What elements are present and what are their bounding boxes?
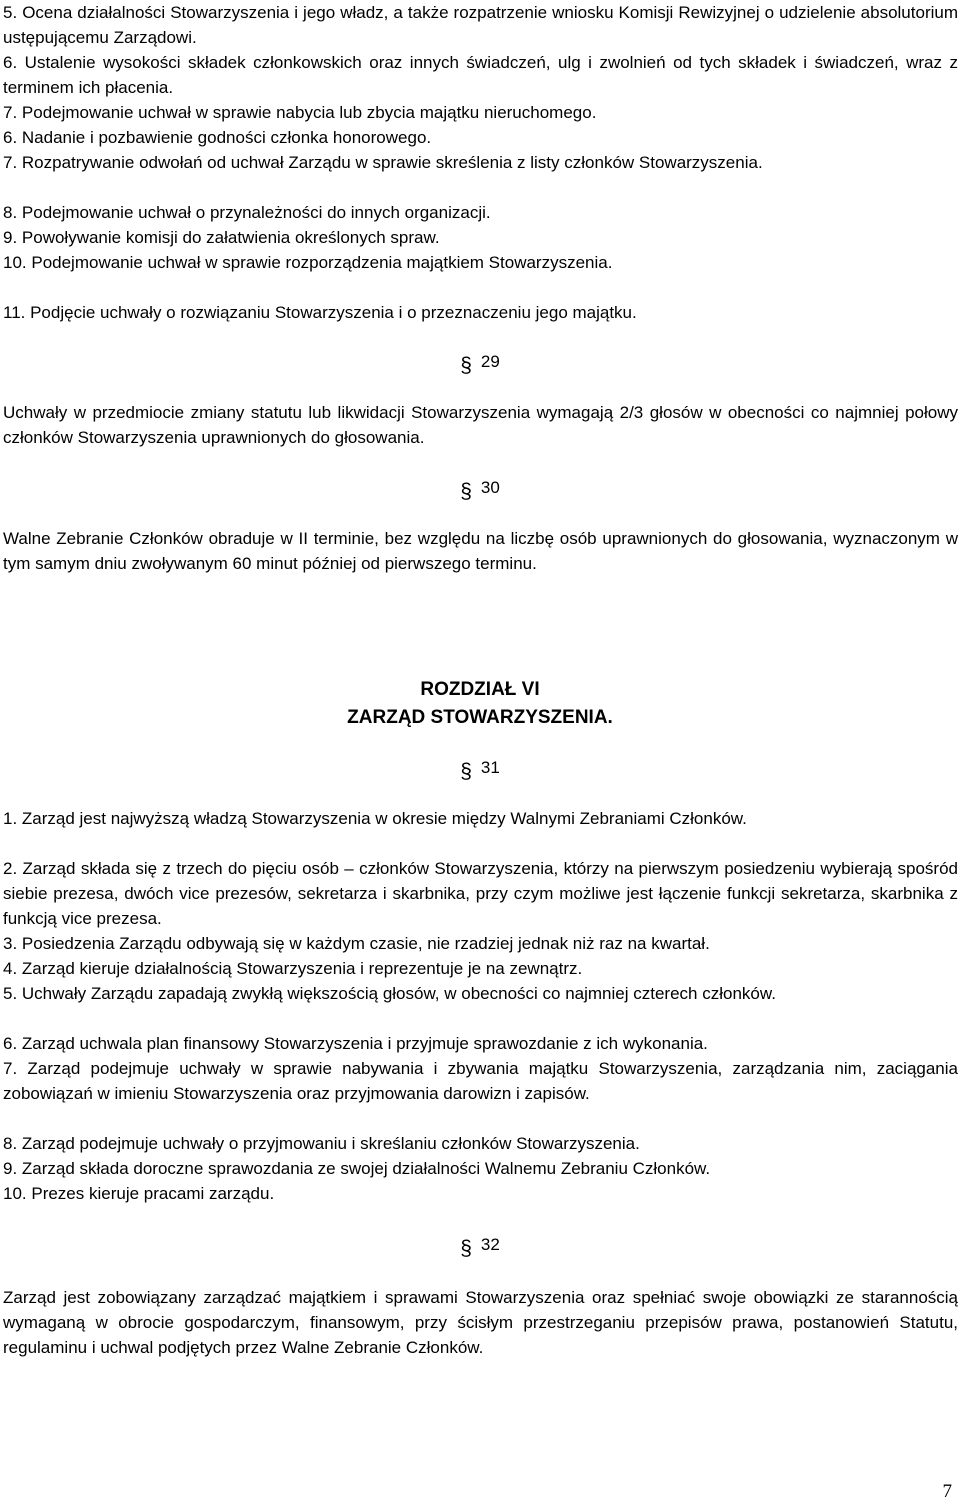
list-item: 6. Nadanie i pozbawienie godności członka honorowego. <box>3 128 432 147</box>
section-heading-31 <box>0 756 960 783</box>
list-item: 1. Zarząd jest najwyższą władzą Stowarzyszenia w okresie między Walnymi Zebraniami Członków. <box>3 809 747 828</box>
section-number: 30 <box>480 478 500 497</box>
section-sign: § <box>460 1237 472 1260</box>
list-item: 7. Podejmowanie uchwał w sprawie nabycia lub zbycia majątku nieruchomego. <box>3 103 597 122</box>
list-item: 6. Ustalenie wysokości składek członkowskich oraz innych świadczeń, ulg i zwolnień od tych składek i świadczeń, wraz z terminem ich płacenia. <box>3 53 958 97</box>
section-heading-29 <box>0 350 960 377</box>
section-number: 31 <box>480 758 500 777</box>
section-29-text: Uchwały w przedmiocie zmiany statutu lub likwidacji Stowarzyszenia wymagają 2/3 głosów w obecności co najmniej połowy członków Stowarzyszenia uprawnionych do głosowania. <box>3 403 958 447</box>
list-item: 11. Podjęcie uchwały o rozwiązaniu Stowarzyszenia i o przeznaczeniu jego majątku. <box>3 303 637 322</box>
list-item: 10. Prezes kieruje pracami zarządu. <box>3 1184 275 1203</box>
section-number: 32 <box>480 1235 500 1254</box>
section-32-text: Zarząd jest zobowiązany zarządzać majątkiem i sprawami Stowarzyszenia oraz spełniać swoje obowiązki ze starannością wymaganą w obrocie gospodarczym, finansowym, przy ścisłym przestrzeganiu przepisów prawa, postanowień Statutu, regulaminu i uchwal podjętych przez Walne Zebranie Członków. <box>3 1288 958 1357</box>
chapter-subtitle: ZARZĄD STOWARZYSZENIA. <box>347 707 613 728</box>
list-item: 8. Podejmowanie uchwał o przynależności do innych organizacji. <box>3 203 491 222</box>
list-item: 7. Rozpatrywanie odwołań od uchwał Zarządu w sprawie skreślenia z listy członków Stowarzyszenia. <box>3 153 763 172</box>
list-item: 5. Uchwały Zarządu zapadają zwykłą większością głosów, w obecności co najmniej czterech członków. <box>3 984 776 1003</box>
list-item: 5. Ocena działalności Stowarzyszenia i jego władz, a także rozpatrzenie wniosku Komisji Rewizyjnej o udzielenie absolutorium ustępującemu Zarządowi. <box>3 3 958 47</box>
page-number: 7 <box>942 1481 952 1502</box>
section-number: 29 <box>480 352 500 371</box>
list-item: 6. Zarząd uchwala plan finansowy Stowarzyszenia i przyjmuje sprawozdanie z ich wykonania. <box>3 1034 708 1053</box>
list-item: 8. Zarząd podejmuje uchwały o przyjmowaniu i skreślaniu członków Stowarzyszenia. <box>3 1134 640 1153</box>
list-item: 4. Zarząd kieruje działalnością Stowarzyszenia i reprezentuje je na zewnątrz. <box>3 959 583 978</box>
list-item: 9. Zarząd składa doroczne sprawozdania ze swojej działalności Walnemu Zebraniu Członków. <box>3 1159 711 1178</box>
list-item: 3. Posiedzenia Zarządu odbywają się w każdym czasie, nie rzadziej jednak niż raz na kwartał. <box>3 934 710 953</box>
section-sign: § <box>460 760 472 783</box>
list-item: 9. Powoływanie komisji do załatwienia określonych spraw. <box>3 228 440 247</box>
section-sign: § <box>460 354 472 377</box>
list-item: 7. Zarząd podejmuje uchwały w sprawie nabywania i zbywania majątku Stowarzyszenia, zarządzania nim, zaciągania zobowiązań w imieniu Stowarzyszenia oraz przyjmowania darowizn i zapisów. <box>3 1059 958 1103</box>
section-heading-32 <box>0 1233 960 1260</box>
section-sign: § <box>460 480 472 503</box>
list-item: 2. Zarząd składa się z trzech do pięciu osób – członków Stowarzyszenia, którzy na pierwszym posiedzeniu wybierają spośród siebie prezesa, dwóch vice prezesów, sekretarza i skarbnika, przy czym możliwe jest łączenie funkcji sekretarza, skarbnika z funkcją vice prezesa. <box>3 859 958 928</box>
list-item: 10. Podejmowanie uchwał w sprawie rozporządzenia majątkiem Stowarzyszenia. <box>3 253 613 272</box>
chapter-title: ROZDZIAŁ VI <box>420 679 540 700</box>
section-heading-30 <box>0 476 960 503</box>
section-30-text: Walne Zebranie Członków obraduje w II terminie, bez względu na liczbę osób uprawnionych do głosowania, wyznaczonym w tym samym dniu zwoływanym 60 minut później od pierwszego terminu. <box>3 529 958 573</box>
